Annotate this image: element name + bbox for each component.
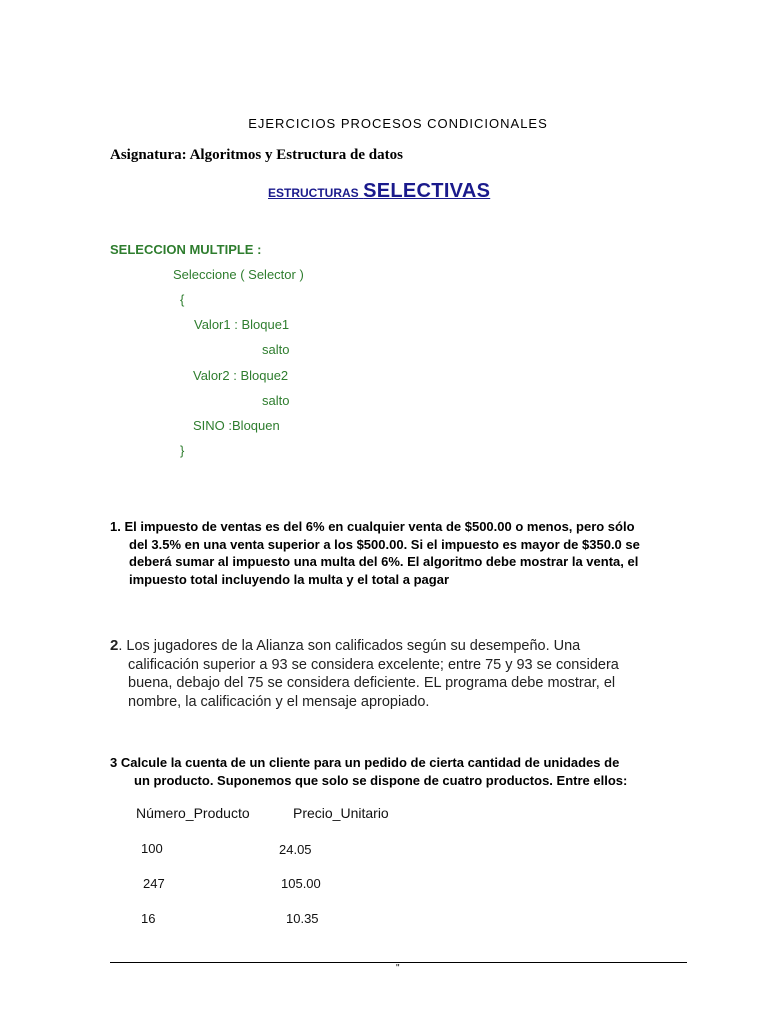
- code-line: salto: [262, 393, 290, 408]
- exercise-2-line: buena, debajo del 75 se considera deficiente. EL programa debe mostrar, el: [128, 675, 616, 691]
- table-cell-price: 24.05: [279, 842, 312, 857]
- table-cell-price: 105.00: [281, 876, 321, 891]
- exercise-2-line: nombre, la calificación y el mensaje apropiado.: [128, 693, 430, 710]
- table-cell-product: 100: [141, 841, 163, 856]
- code-line: Seleccione ( Selector ): [173, 267, 304, 282]
- heading-small-text: ESTRUCTURAS: [268, 186, 359, 200]
- exercise-2-first-text: . Los jugadores de la Alianza son calificados según su desempeño. Una: [118, 638, 581, 654]
- subject-line: Asignatura: Algoritmos y Estructura de datos: [110, 147, 403, 163]
- code-line: SINO :Bloquen: [193, 418, 280, 433]
- exercise-1-line: deberá sumar al impuesto una multa del 6%. El algoritmo debe mostrar la venta, el: [129, 554, 639, 569]
- exercise-2-line: calificación superior a 93 se considera excelente; entre 75 y 93 se considera: [128, 656, 619, 673]
- section-heading: [268, 180, 490, 203]
- heading-big-text: SELECTIVAS: [363, 180, 491, 202]
- table-cell-product: 16: [141, 911, 156, 926]
- exercise-1-line: impuesto total incluyendo la multa y el total a pagar: [129, 571, 450, 587]
- table-header-product: Número_Producto: [136, 805, 250, 821]
- code-line: Valor1 : Bloque1: [194, 317, 290, 332]
- exercise-3-line: un producto. Suponemos que solo se dispone de cuatro productos. Entre ellos:: [134, 772, 628, 788]
- exercise-1-line: del 3.5% en una venta superior a los $500.00. Si el impuesto es mayor de $350.0 se: [129, 536, 640, 552]
- document-title: EJERCICIOS PROCESOS CONDICIONALES: [248, 116, 548, 131]
- code-line: {: [180, 292, 185, 307]
- table-header-price: Precio_Unitario: [293, 805, 389, 821]
- exercise-2-number: 2: [110, 637, 119, 654]
- exercise-2-line: [110, 637, 580, 656]
- footer-mark: ": [396, 963, 400, 974]
- exercise-1-line: 1. El impuesto de ventas es del 6% en cualquier venta de $500.00 o menos, pero sólo: [110, 519, 635, 534]
- code-line: }: [180, 443, 185, 458]
- table-cell-price: 10.35: [286, 911, 319, 926]
- code-line: salto: [262, 342, 290, 357]
- exercise-3-line: 3 Calcule la cuenta de un cliente para un pedido de cierta cantidad de unidades de: [110, 755, 620, 770]
- selection-title: SELECCION MULTIPLE :: [110, 242, 262, 257]
- code-line: Valor2 : Bloque2: [193, 368, 289, 383]
- table-cell-product: 247: [143, 876, 165, 891]
